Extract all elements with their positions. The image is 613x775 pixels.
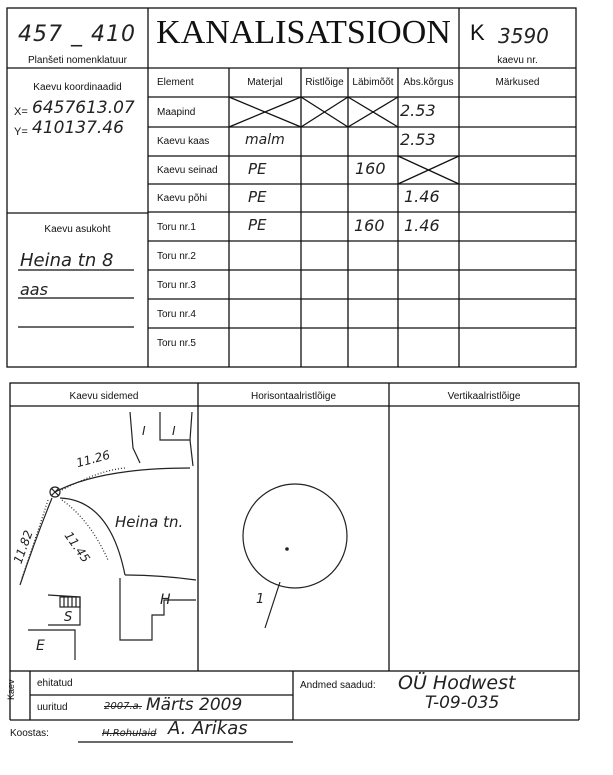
col-header-abs: Abs.kõrgus xyxy=(403,77,454,88)
col-header-materjal: Materjal xyxy=(247,77,283,88)
table-row-element: Kaevu põhi xyxy=(157,193,208,204)
sketch-building-1: I xyxy=(142,424,146,438)
surveyed-value: Märts 2009 xyxy=(146,695,243,715)
coord-x-value: 6457613.07 xyxy=(32,98,135,118)
table-cell-labimoot: 160 xyxy=(354,216,385,235)
table-cell-abs: 2.53 xyxy=(400,130,436,149)
composed-label: Koostas: xyxy=(10,728,49,739)
coord-y-value: 410137.46 xyxy=(32,118,124,138)
table-row-element: Toru nr.2 xyxy=(157,251,196,262)
surveyed-struck: 2007.a. xyxy=(104,701,142,712)
well-prefix: K xyxy=(470,20,485,45)
sketch-distance-top: 11.26 xyxy=(74,447,112,471)
table-row-element: Toru nr.3 xyxy=(157,280,196,291)
table-cell-materjal: PE xyxy=(248,160,267,178)
composed-struck: H.Rohulaid xyxy=(102,728,157,739)
sketch-distance-left: 11.82 xyxy=(10,528,36,566)
table-cell-materjal: PE xyxy=(248,188,267,206)
footer-side-label: Kaev xyxy=(6,679,16,700)
sketch-distance-diag: 11.45 xyxy=(61,528,93,566)
location-line-1: Heina tn 8 xyxy=(20,250,114,271)
sheet-label: Planšeti nomenklatuur xyxy=(28,55,127,66)
table-row-element: Toru nr.4 xyxy=(157,309,196,320)
well-number: 3590 xyxy=(498,24,549,48)
coord-x-prefix: X= xyxy=(14,106,28,118)
sketch-building-2: I xyxy=(172,424,176,438)
composed-value: A. Arikas xyxy=(168,718,248,739)
col-header-markused: Märkused xyxy=(495,77,540,88)
table-row-element: Toru nr.5 xyxy=(157,338,196,349)
table-row-element: Toru nr.1 xyxy=(157,222,196,233)
data-source-value-2: T-09-035 xyxy=(425,693,500,713)
table-cell-materjal: PE xyxy=(248,216,267,234)
table-row-element: Maapind xyxy=(157,107,196,118)
table-row-element: Kaevu kaas xyxy=(157,136,210,147)
sheet-number: 457 _ 410 xyxy=(18,22,136,47)
sketch-building-e: E xyxy=(36,638,45,654)
data-source-label: Andmed saadud: xyxy=(300,680,376,691)
built-label: ehitatud xyxy=(37,678,73,689)
coord-y-prefix: Y= xyxy=(14,126,28,138)
col-header-element: Element xyxy=(157,77,194,88)
table-cell-abs: 1.46 xyxy=(404,216,440,235)
sketch-building-s: S xyxy=(64,610,73,625)
data-source-value-1: OÜ Hodwest xyxy=(398,672,516,694)
sketch-building-h: H xyxy=(160,592,171,608)
drawing-header-vertikaal: Vertikaalristlõige xyxy=(447,391,521,402)
drawing-header-sidemed: Kaevu sidemed xyxy=(69,391,139,402)
drawing-header-horisontaal: Horisontaalristlõige xyxy=(250,391,337,402)
table-row-element: Kaevu seinad xyxy=(157,165,218,176)
location-label: Kaevu asukoht xyxy=(44,224,111,235)
table-cell-abs: 1.46 xyxy=(404,187,440,206)
pipe-label: 1 xyxy=(256,592,265,607)
table-cell-materjal: malm xyxy=(245,132,285,148)
surveyed-label: uuritud xyxy=(37,702,68,713)
page-title: KANALISATSIOON xyxy=(156,14,451,51)
col-header-ristloige: Ristlõige xyxy=(305,77,344,88)
sketch-street-label: Heina tn. xyxy=(115,513,184,531)
table-cell-labimoot: 160 xyxy=(355,159,386,178)
table-cell-abs: 2.53 xyxy=(400,101,436,120)
coordinates-label: Kaevu koordinaadid xyxy=(33,82,122,93)
well-label: kaevu nr. xyxy=(497,55,538,66)
location-line-2: aas xyxy=(20,280,48,299)
col-header-labimoot: Läbimõõt xyxy=(352,77,394,88)
